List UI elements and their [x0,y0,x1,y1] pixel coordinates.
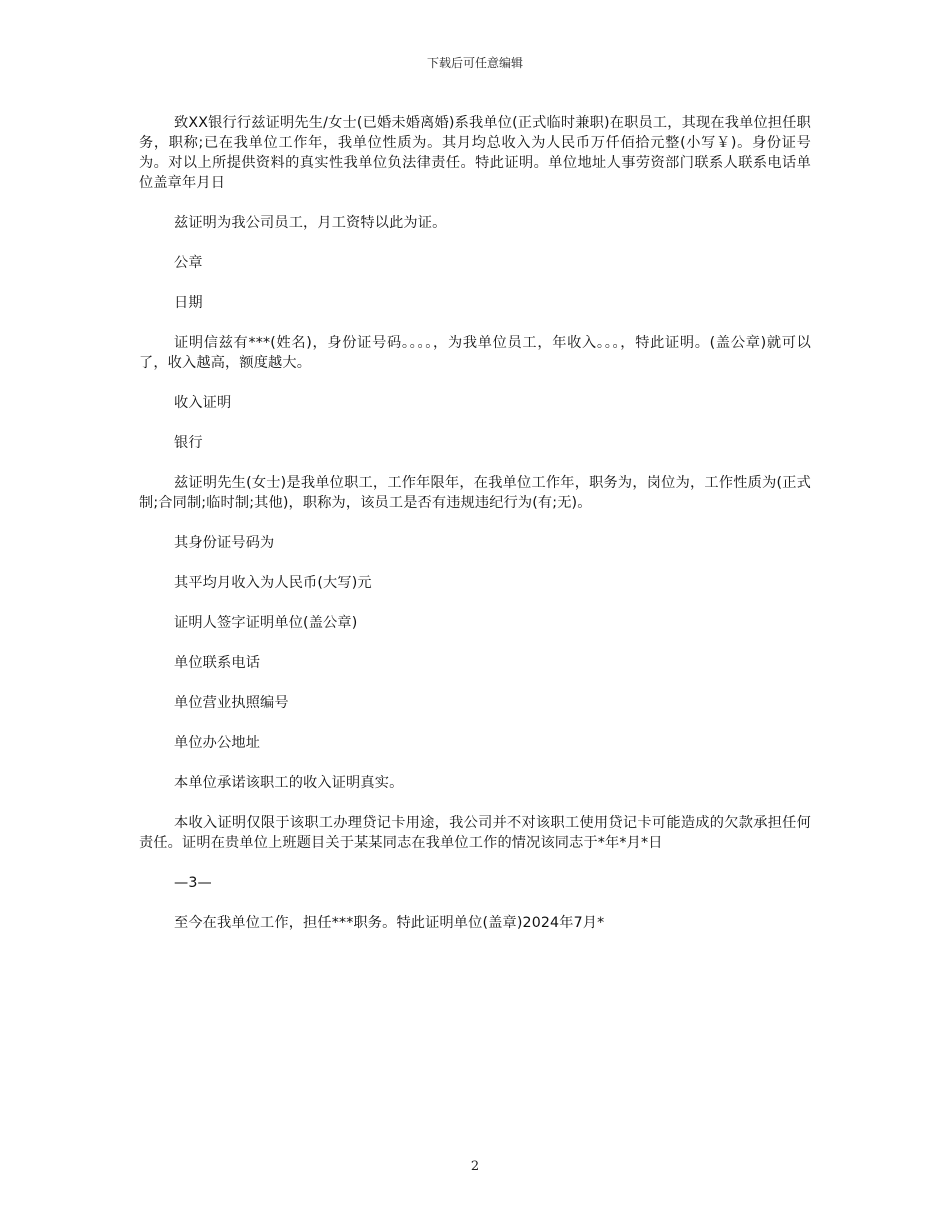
paragraph-license-number: 单位营业执照编号 [174,695,289,711]
paragraph-official-seal: 公章 [174,255,203,271]
paragraph-certificate-letter: 证明信兹有***(姓名)，身份证号码。。。。，为我单位员工，年收入。。。，特此证明。(盖公章)就可以了，收入越高，额度越大。 [139,335,811,371]
paragraph-usage-limit: 本收入证明仅限于该职工办理贷记卡用途，我公司并不对该职工使用贷记卡可能造成的欠款承担任何责任。证明在贵单位上班题目关于某某同志在我单位工作的情况该同志于*年*月*日 [139,815,811,851]
paragraph-employee-statement: 兹证明为我公司员工，月工资特以此为证。 [174,215,447,231]
paragraph-section-marker: —3— [174,875,212,891]
page-number: 2 [470,1159,480,1174]
paragraph-bank-certificate: 致XX银行行兹证明先生/女士(已婚未婚离婚)系我单位(正式临时兼职)在职员工，其现在我单位担任职务，职称;已在我单位工作年，我单位性质为。其月均总收入为人民币万仟佰拾元整(小写￥)。身份证号为。对以上所提供资料的真实性我单位负法律责任。特此证明。单位地址人事劳资部门联系人联系电话单位盖章年月日 [139,115,811,191]
document-body [139,113,811,953]
paragraph-commitment: 本单位承诺该职工的收入证明真实。 [174,775,404,791]
paragraph-employment-details: 兹证明先生(女士)是我单位职工，工作年限年，在我单位工作年，职务为，岗位为，工作性质为(正式制;合同制;临时制;其他)，职称为，该员工是否有违规违纪行为(有;无)。 [139,475,811,511]
paragraph-signature: 证明人签字证明单位(盖公章) [174,615,358,631]
paragraph-closing: 至今在我单位工作，担任***职务。特此证明单位(盖章)2024年7月* [174,915,605,931]
paragraph-office-address: 单位办公地址 [174,735,261,751]
paragraph-income-title: 收入证明 [174,395,232,411]
paragraph-id-number: 其身份证号码为 [174,535,275,551]
page-header: 下载后可任意编辑 [426,56,523,70]
paragraph-phone: 单位联系电话 [174,655,261,671]
paragraph-bank: 银行 [174,435,203,451]
paragraph-monthly-income: 其平均月收入为人民币(大写)元 [174,575,372,591]
paragraph-date: 日期 [174,295,203,311]
